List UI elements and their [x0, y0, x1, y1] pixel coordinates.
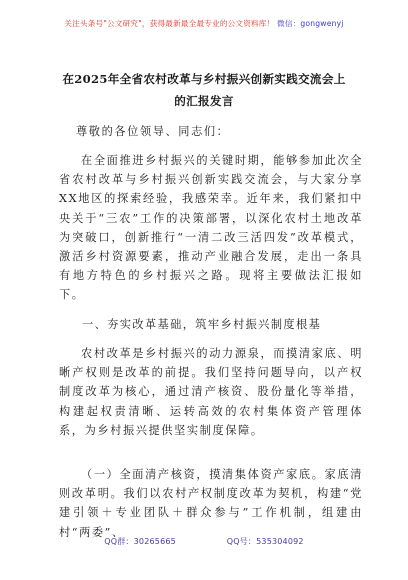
paragraph-section-body: 农村改革是乡村振兴的动力源泉，而摸清家底、明晰产权则是改革的前提。我们坚持问题导向，以产权制度改革为核心，通过清产核资、股份量化等举措，构建起权责清晰、运转高效的农村集体资产管理体系，为乡村振兴提供坚实制度保障。: [59, 347, 363, 437]
contact-footer: [0, 536, 408, 547]
qq-group-text: QQ群：30265665: [104, 537, 176, 546]
paragraph-intro: 在全面推进乡村振兴的关键时期，能够参加此次全省农村改革与乡村振兴创新实践交流会，与大家分享XX地区的探索经验，我感荣幸。近年来，我们紧扣中央关于“三农”工作的决策部署，以深化农村土地改革为突破口，创新推行“一清二改三活四发”改革模式，激活乡村资源要素，推动产业融合发展，走出一条具有地方特色的乡村振兴之路。现将主要做法汇报如下。: [59, 154, 363, 302]
section-heading: 一、夯实改革基础，筑牢乡村振兴制度根基: [82, 318, 322, 331]
qq-number-text: QQ号：535304092: [226, 537, 304, 546]
wechat-id-text: 微信：gongwenyj: [277, 19, 344, 28]
promo-banner-text: 关注头条号"公文研究"，获得最新最全最专业的公文资料库！: [64, 19, 275, 28]
promo-banner: [0, 18, 408, 29]
paragraph-subsection: （一）全面清产核资，摸清集体资产家底。家底清则改革明。我们以农村产权制度改革为契机，构建“党建引领＋专业团队＋群众参与”工作机制，组建由村“两委”、: [59, 468, 363, 539]
salutation: 尊敬的各位领导、同志们：: [76, 125, 230, 138]
document-title: 在2025年全省农村改革与乡村振兴创新实践交流会上的汇报发言: [62, 72, 346, 108]
